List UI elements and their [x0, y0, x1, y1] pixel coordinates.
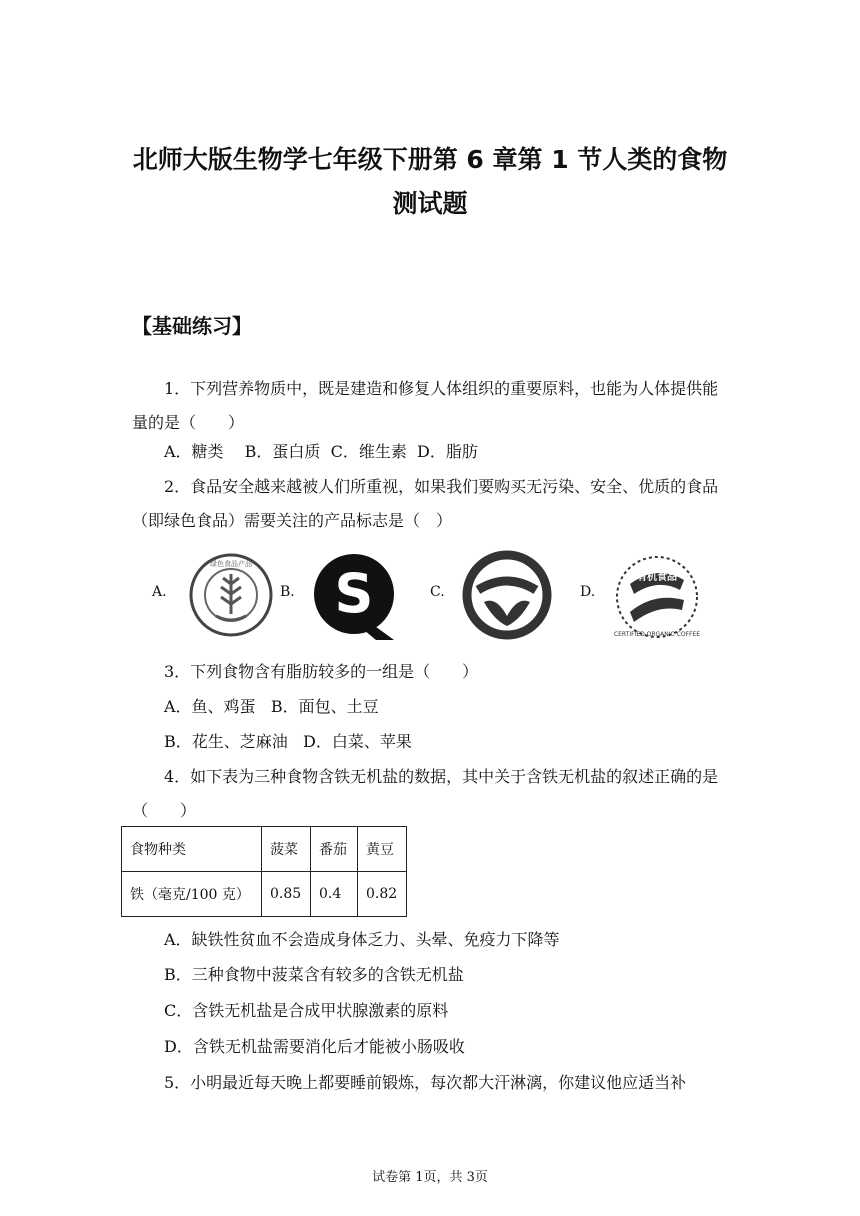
logo-d-caption: CERTIFIED ORGANIC COFFEE: [613, 631, 701, 638]
table-row: [122, 872, 407, 917]
logo-a-label: A.: [152, 584, 167, 600]
logo-d-title: 有机食品: [637, 572, 677, 583]
table-cell: 食物种类: [122, 827, 262, 872]
certified-organic-logo-icon: [610, 550, 704, 644]
table-cell: 菠菜: [262, 827, 311, 872]
table-cell: 番茄: [311, 827, 358, 872]
page-footer: 试卷第 1页，共 3页: [372, 1170, 488, 1185]
logo-d-label: D.: [580, 584, 596, 600]
question-4-option-a: A．缺铁性贫血不会造成身体乏力、头晕、免疫力下降等: [164, 930, 560, 949]
section-heading: 【基础练习】: [132, 314, 252, 338]
table-cell: 0.82: [358, 872, 407, 917]
title-line-1: 北师大版生物学七年级下册第 6 章第 1 节人类的食物: [132, 145, 728, 174]
qs-logo-icon: [310, 550, 402, 642]
table-cell: 黄豆: [358, 827, 407, 872]
page-title: [60, 138, 800, 226]
question-3-options-row-2: B．花生、芝麻油 D．白菜、苹果: [164, 732, 412, 751]
question-5-stem: 5．小明最近每天晚上都要睡前锻炼，每次都大汗淋漓，你建议他应适当补: [164, 1073, 687, 1092]
table-cell: 0.85: [262, 872, 311, 917]
question-4-option-b: B．三种食物中菠菜含有较多的含铁无机盐: [164, 965, 464, 984]
logo-c-label: C.: [430, 584, 445, 600]
organic-food-logo-icon: [462, 550, 552, 640]
table-cell: 铁（毫克/100 克）: [122, 872, 262, 917]
question-4-option-c: C．含铁无机盐是合成甲状腺激素的原料: [164, 1001, 449, 1020]
question-4-option-d: D．含铁无机盐需要消化后才能被小肠吸收: [164, 1037, 465, 1056]
question-2-logo-row: [140, 548, 740, 644]
question-2-stem: 2．食品安全越来越被人们所重视，如果我们要购买无污染、安全、优质的食品（即绿色食品）需要关注的产品标志是（ ）: [132, 477, 719, 530]
table-cell: 0.4: [311, 872, 358, 917]
question-3-stem: 3．下列食物含有脂肪较多的一组是（ ）: [164, 662, 479, 681]
logo-b-label: B.: [280, 584, 295, 600]
title-line-2: 测试题: [392, 189, 468, 218]
question-1-options: A．糖类 B．蛋白质 C．维生素 D．脂肪: [164, 442, 478, 461]
table-header-row: [122, 827, 407, 872]
logo-a-text: 绿色食品产品: [210, 560, 252, 568]
question-3-options-row-1: A．鱼、鸡蛋 B．面包、土豆: [164, 697, 379, 716]
svg-text:S: S: [334, 562, 374, 625]
green-food-logo-icon: [186, 550, 276, 640]
question-4-stem: 4．如下表为三种食物含铁无机盐的数据，其中关于含铁无机盐的叙述正确的是（ ）: [132, 767, 719, 820]
question-1-stem: 1．下列营养物质中，既是建造和修复人体组织的重要原料，也能为人体提供能量的是（ ）: [132, 379, 719, 432]
iron-content-table: [121, 826, 407, 917]
